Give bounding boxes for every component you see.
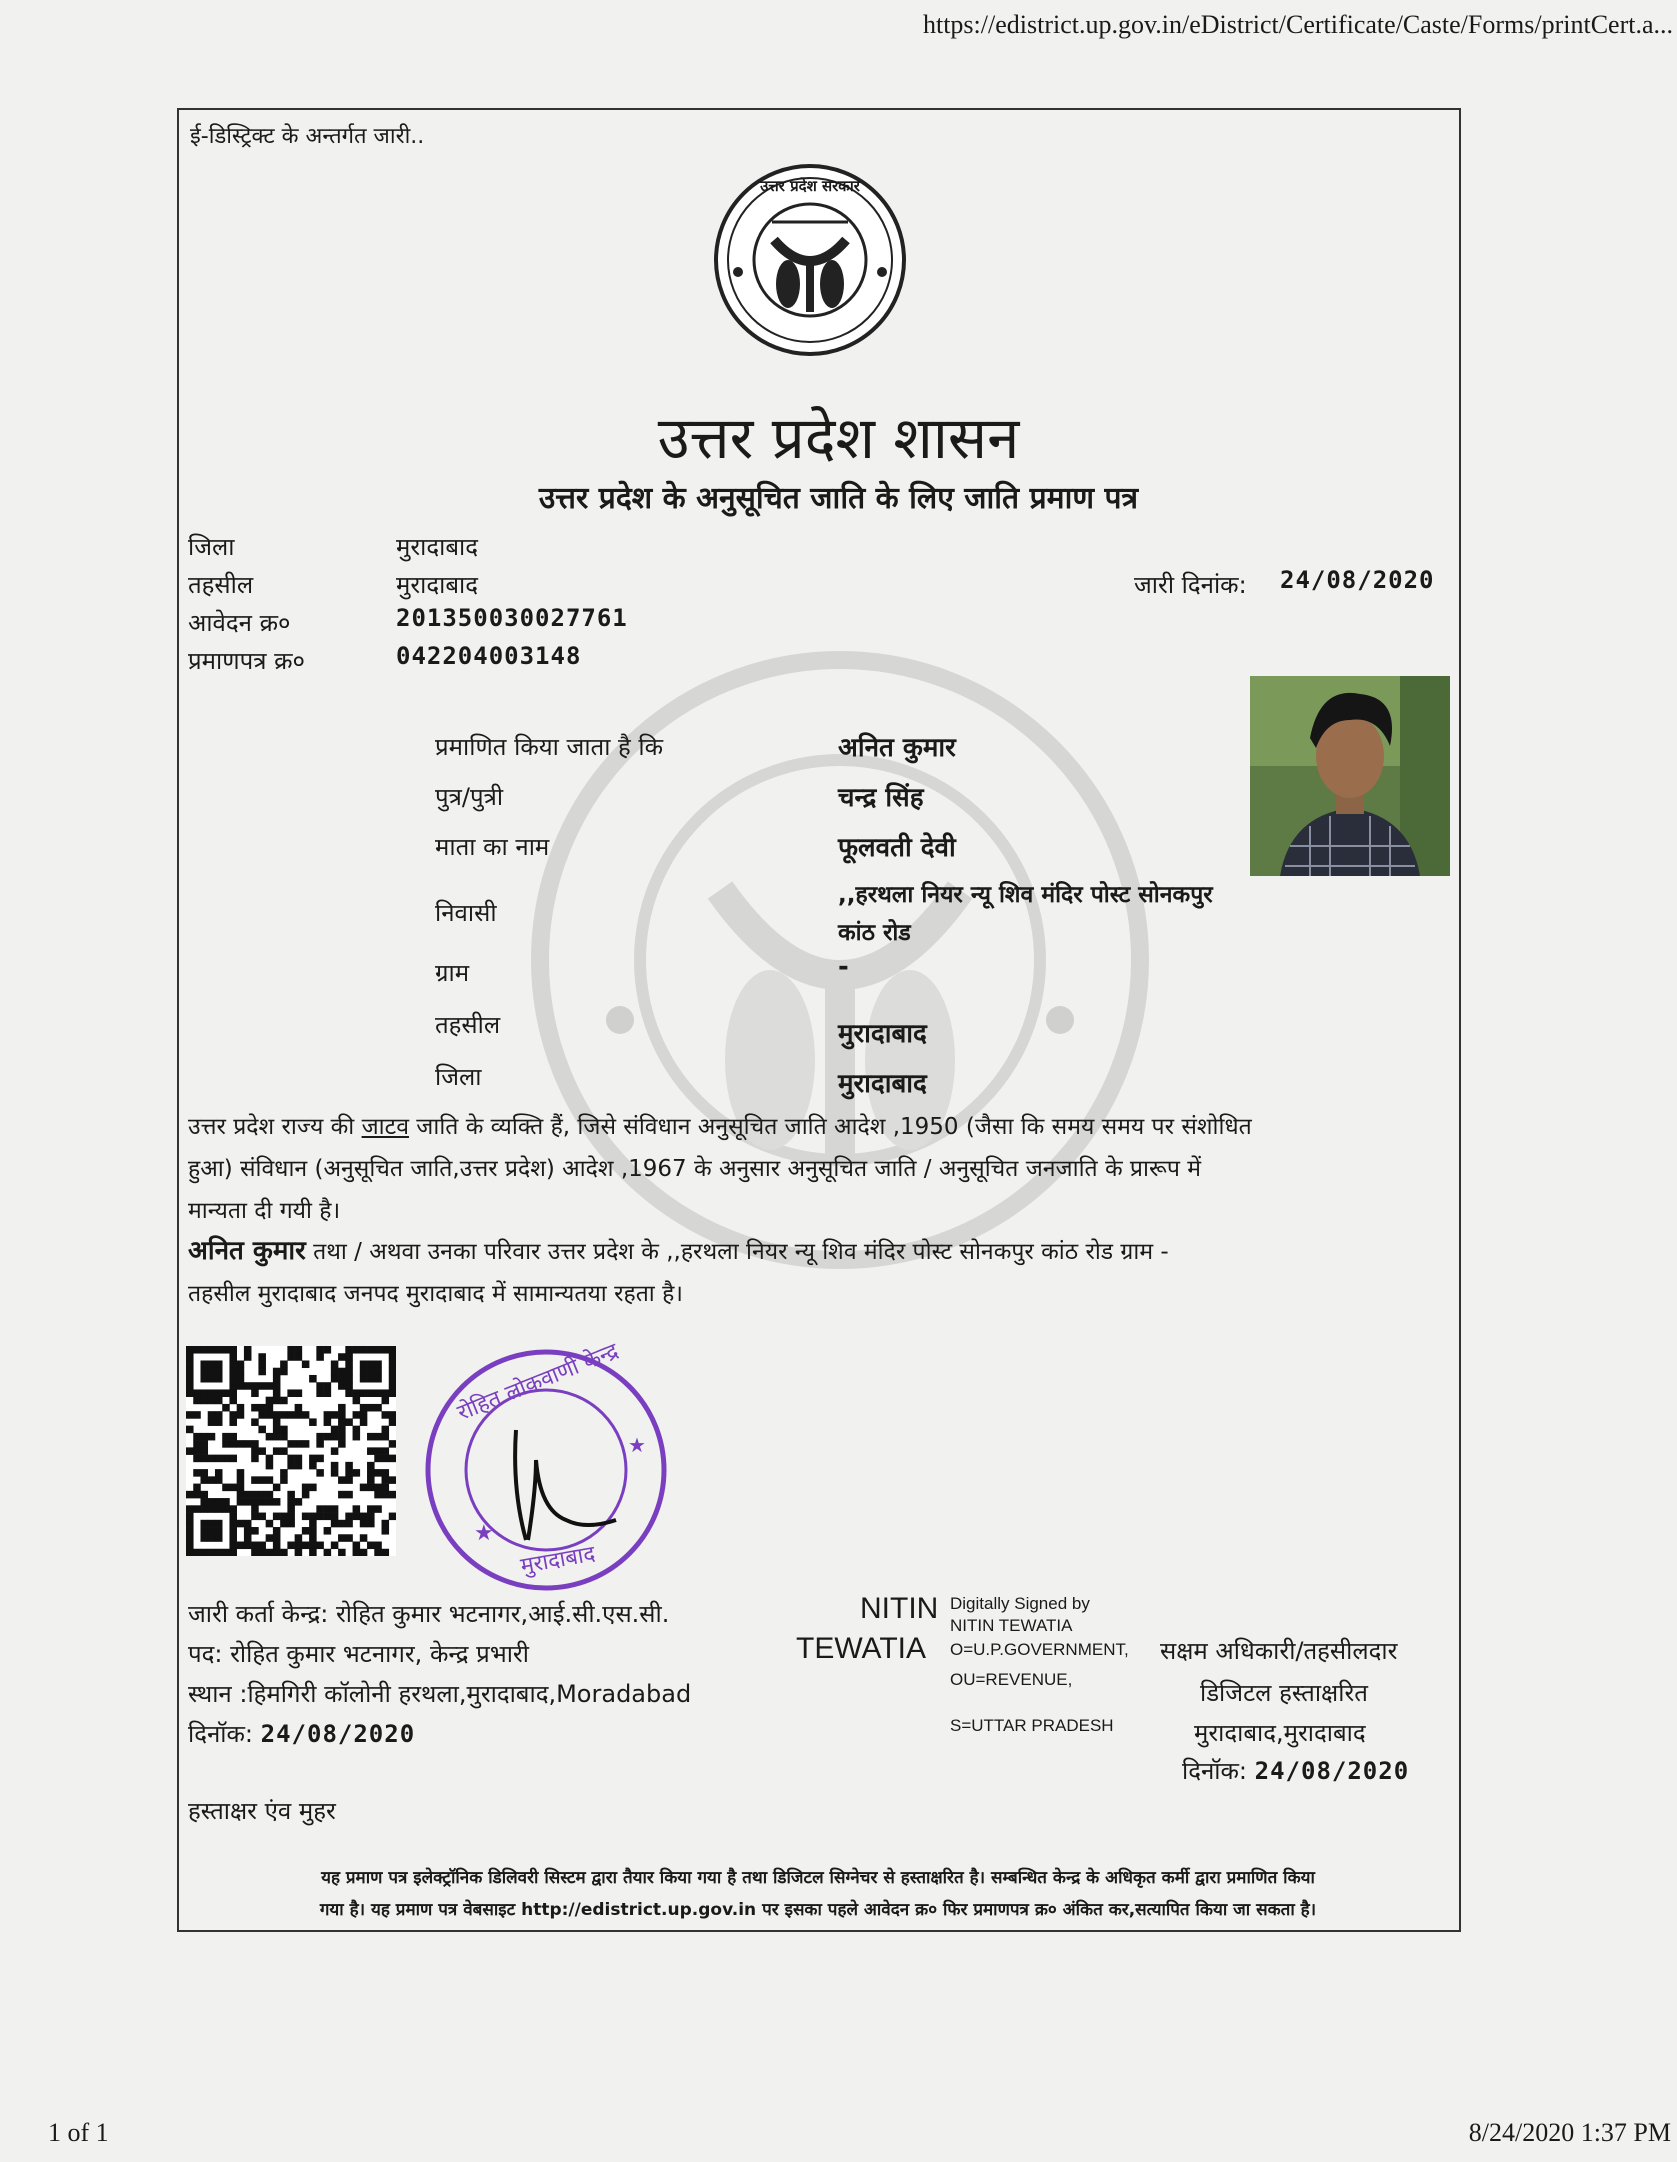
issuer-center-value: रोहित कुमार भटनागर,आई.सी.एस.सी. (335, 1600, 670, 1628)
certificate-label: प्रमाणपत्र क्र० (188, 647, 305, 675)
digsig-name-line1: NITIN (860, 1592, 939, 1625)
svg-text:★: ★ (474, 1521, 494, 1546)
detail-label-village: ग्राम (435, 959, 470, 987)
district-label: जिला (188, 533, 235, 561)
village-value: - (838, 952, 849, 982)
footnote-line1: यह प्रमाण पत्र इलेक्ट्रॉनिक डिलिवरी सिस्टम द्वारा तैयार किया गया है तथा डिजिटल सिग्नेचर से हस्ताक्षरित है। सम्बन्धित केन्द्र के अधिकृत कर्मी द्वारा प्रमाणित किया (321, 1868, 1315, 1888)
page-subtitle: उत्तर प्रदेश के अनुसूचित जाति के लिए जाति प्रमाण पत्र (538, 481, 1139, 516)
verification-footnote (186, 1862, 1450, 1926)
authority-line2: डिजिटल हस्ताक्षरित (1200, 1679, 1368, 1707)
digsig-line2: NITIN TEWATIA (950, 1616, 1073, 1635)
certificate-number: 042204003148 (396, 642, 582, 670)
tehsil-value: मुरादाबाद (396, 571, 479, 599)
tehsil-label: तहसील (188, 571, 254, 599)
stamp-text-top: रोहित लोकवाणी केन्द्र (454, 1338, 623, 1427)
application-label: आवेदन क्र० (188, 609, 291, 637)
issuer-date-value: 24/08/2020 (260, 1720, 416, 1748)
issuer-post-value: रोहित कुमार भटनागर, केन्द्र प्रभारी (230, 1640, 529, 1668)
issuer-post-label: पद: (188, 1640, 223, 1668)
emblem-text: उत्तर प्रदेश सरकार (760, 177, 860, 195)
digsig-line5: S=UTTAR PRADESH (950, 1716, 1114, 1735)
para2-line1: तथा / अथवा उनका परिवार उत्तर प्रदेश के ,,हरथला नियर न्यू शिव मंदिर पोस्ट सोनकपुर कांठ रोड ग्राम - (313, 1239, 1169, 1265)
page-count: 1 of 1 (48, 2118, 109, 2147)
digsig-name-line2: TEWATIA (796, 1632, 926, 1665)
applicant-photo (1250, 676, 1450, 876)
digsig-line3: O=U.P.GOVERNMENT, (950, 1640, 1129, 1659)
detail-label-mother: माता का नाम (435, 833, 550, 861)
issue-date-value: 24/08/2020 (1280, 566, 1435, 594)
mother-name: फूलवती देवी (838, 833, 956, 863)
footnote-line2: गया है। यह प्रमाण पत्र वेबसाइट http://edistrict.up.gov.in पर इसका पहले आवेदन क्र० फिर प्रमाणपत्र क्र० अंकित कर,सत्यापित किया जा सकता है। (319, 1900, 1317, 1920)
residence-paragraph (188, 1230, 1448, 1315)
issuer-center-label: जारी कर्ता केन्द्र: (188, 1600, 329, 1628)
sign-seal-label: हस्ताक्षर एंव मुहर (188, 1797, 336, 1825)
issuer-block (188, 1594, 828, 1754)
digsig-line4: OU=REVENUE, (950, 1670, 1073, 1689)
svg-text:★: ★ (628, 1433, 646, 1457)
para1-prefix: उत्तर प्रदेश राज्य की (188, 1114, 355, 1140)
page-title: उत्तर प्रदेश शासन (657, 404, 1020, 472)
issued-under: ई-डिस्ट्रिक्ट के अन्तर्गत जारी.. (190, 124, 425, 149)
authority-line3: मुरादाबाद,मुरादाबाद (1194, 1719, 1366, 1747)
digsig-line1: Digitally Signed by (950, 1594, 1090, 1613)
detail-tehsil-value: मुरादाबाद (838, 1019, 927, 1049)
resident-address: ,,हरथला नियर न्यू शिव मंदिर पोस्ट सोनकपुर कांठ रोड (838, 882, 1213, 946)
detail-label-certify: प्रमाणित किया जाता है कि (435, 733, 664, 761)
detail-label-tehsil: तहसील (435, 1011, 501, 1039)
application-number: 201350030027761 (396, 604, 628, 632)
para2-name: अनित कुमार (188, 1236, 306, 1266)
father-name: चन्द्र सिंह (838, 783, 924, 813)
authority-date-value: 24/08/2020 (1254, 1757, 1410, 1785)
para1-line2: हुआ) संविधान (अनुसूचित जाति,उत्तर प्रदेश) आदेश ,1967 के अनुसार अनुसूचित जाति / अनुसूचित जनजाति के प्रारूप में (188, 1156, 1201, 1182)
qr-code (186, 1346, 396, 1556)
print-timestamp: 8/24/2020 1:37 PM (1468, 2118, 1671, 2147)
caste-paragraph (188, 1106, 1448, 1232)
issue-date-label: जारी दिनांक: (1134, 571, 1247, 599)
detail-label-resident: निवासी (435, 899, 497, 927)
para1-line3: मान्यता दी गयी है। (188, 1198, 341, 1224)
print-url: https://edistrict.up.gov.in/eDistrict/Certificate/Caste/Forms/printCert.a... (922, 10, 1673, 39)
detail-label-parent: पुत्र/पुत्री (435, 783, 504, 811)
stamp-text-bottom: मुरादाबाद (518, 1541, 598, 1580)
issuer-place-value: हिमगिरी कॉलोनी हरथला,मुरादाबाद,Moradabad (247, 1680, 692, 1708)
authority-date (1182, 1754, 1409, 1787)
district-value: मुरादाबाद (396, 533, 479, 561)
issuer-place-label: स्थान : (188, 1680, 248, 1708)
detail-district-value: मुरादाबाद (838, 1069, 927, 1099)
authority-date-label: दिनॉक: (1182, 1757, 1248, 1785)
applicant-name: अनित कुमार (838, 733, 956, 763)
para2-line2: तहसील मुरादाबाद जनपद मुरादाबाद में सामान्यतया रहता है। (188, 1281, 684, 1307)
authority-line1: सक्षम अधिकारी/तहसीलदार (1160, 1637, 1398, 1665)
issuer-date-label: दिनॉक: (188, 1720, 254, 1748)
para1-line1: जाति के व्यक्ति हैं, जिसे संविधान अनुसूचित जाति आदेश ,1950 (जैसा कि समय समय पर संशोधित (416, 1114, 1252, 1140)
caste-name: जाटव (361, 1114, 409, 1140)
detail-label-district: जिला (435, 1063, 482, 1091)
